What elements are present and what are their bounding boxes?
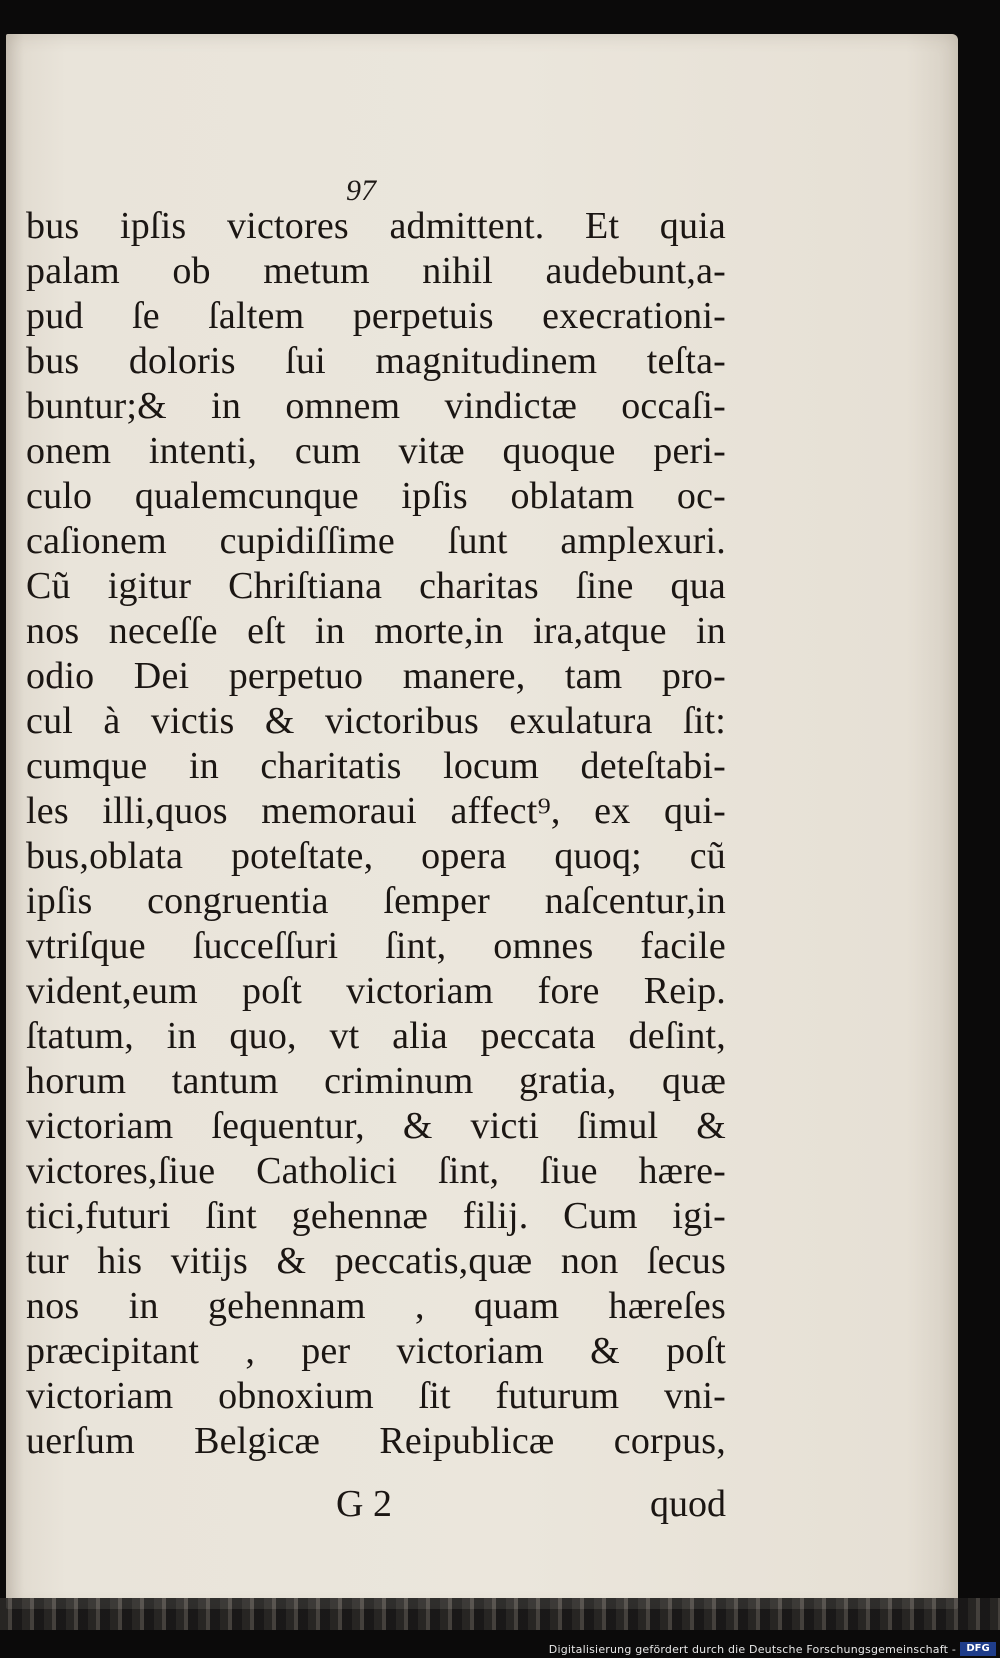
- text-line: onem intenti, cum vitæ quoque peri-: [26, 430, 726, 472]
- text-line: uerſum Belgicæ Reipublicæ corpus,: [26, 1420, 726, 1462]
- body-text: [26, 204, 726, 1464]
- text-line: ſtatum, in quo, vt alia peccata deſint,: [26, 1015, 726, 1057]
- text-line: vtriſque ſucceſſuri ſint, omnes facile: [26, 925, 726, 967]
- text-line: bus,oblata poteſtate, opera quoq; cũ: [26, 835, 726, 877]
- text-line: culo qualemcunque ipſis oblatam oc-: [26, 475, 726, 517]
- text-line: pud ſe ſaltem perpetuis execrationi-: [26, 295, 726, 337]
- text-line: tici,futuri ſint gehennæ filij. Cum igi-: [26, 1195, 726, 1237]
- text-line: horum tantum criminum gratia, quæ: [26, 1060, 726, 1102]
- text-line: buntur;& in omnem vindictæ occaſi-: [26, 385, 726, 427]
- signature-mark: G 2: [336, 1483, 392, 1525]
- text-line: odio Dei perpetuo manere, tam pro-: [26, 655, 726, 697]
- text-line: bus doloris ſui magnitudinem teſta-: [26, 340, 726, 382]
- text-line: les illi,quos memoraui affect⁹, ex qui-: [26, 790, 726, 832]
- text-line: Cũ igitur Chriſtiana charitas ſine qua: [26, 565, 726, 607]
- catch-line: [336, 1482, 726, 1528]
- text-line: victores,ſiue Catholici ſint, ſiue hære-: [26, 1150, 726, 1192]
- dfg-logo: DFG: [960, 1642, 996, 1656]
- text-line: præcipitant , per victoriam & poſt: [26, 1330, 726, 1372]
- text-line: cumque in charitatis locum deteſtabi-: [26, 745, 726, 787]
- book-page: [6, 34, 958, 1609]
- text-line: palam ob metum nihil audebunt,a-: [26, 250, 726, 292]
- catchword: quod: [650, 1483, 726, 1525]
- page-number: 97: [346, 174, 376, 207]
- text-line: tur his vitijs & peccatis,quæ non ſecus: [26, 1240, 726, 1282]
- text-line: cul à victis & victoribus exulatura ſit:: [26, 700, 726, 742]
- text-line: victoriam obnoxium ſit futurum vni-: [26, 1375, 726, 1417]
- text-line: ipſis congruentia ſemper naſcentur,in: [26, 880, 726, 922]
- text-line: caſionem cupidiſſime ſunt amplexuri.: [26, 520, 726, 562]
- text-line: bus ipſis victores admittent. Et quia: [26, 205, 726, 247]
- funding-credit: Digitalisierung gefördert durch die Deutsche Forschungsgemeinschaft -: [548, 1643, 956, 1656]
- text-line: nos neceſſe eſt in morte,in ira,atque in: [26, 610, 726, 652]
- text-line: nos in gehennam , quam hæreſes: [26, 1285, 726, 1327]
- text-line: victoriam ſequentur, & victi ſimul &: [26, 1105, 726, 1147]
- binding-edge: [0, 1598, 1000, 1630]
- text-line: vident,eum poſt victoriam fore Reip.: [26, 970, 726, 1012]
